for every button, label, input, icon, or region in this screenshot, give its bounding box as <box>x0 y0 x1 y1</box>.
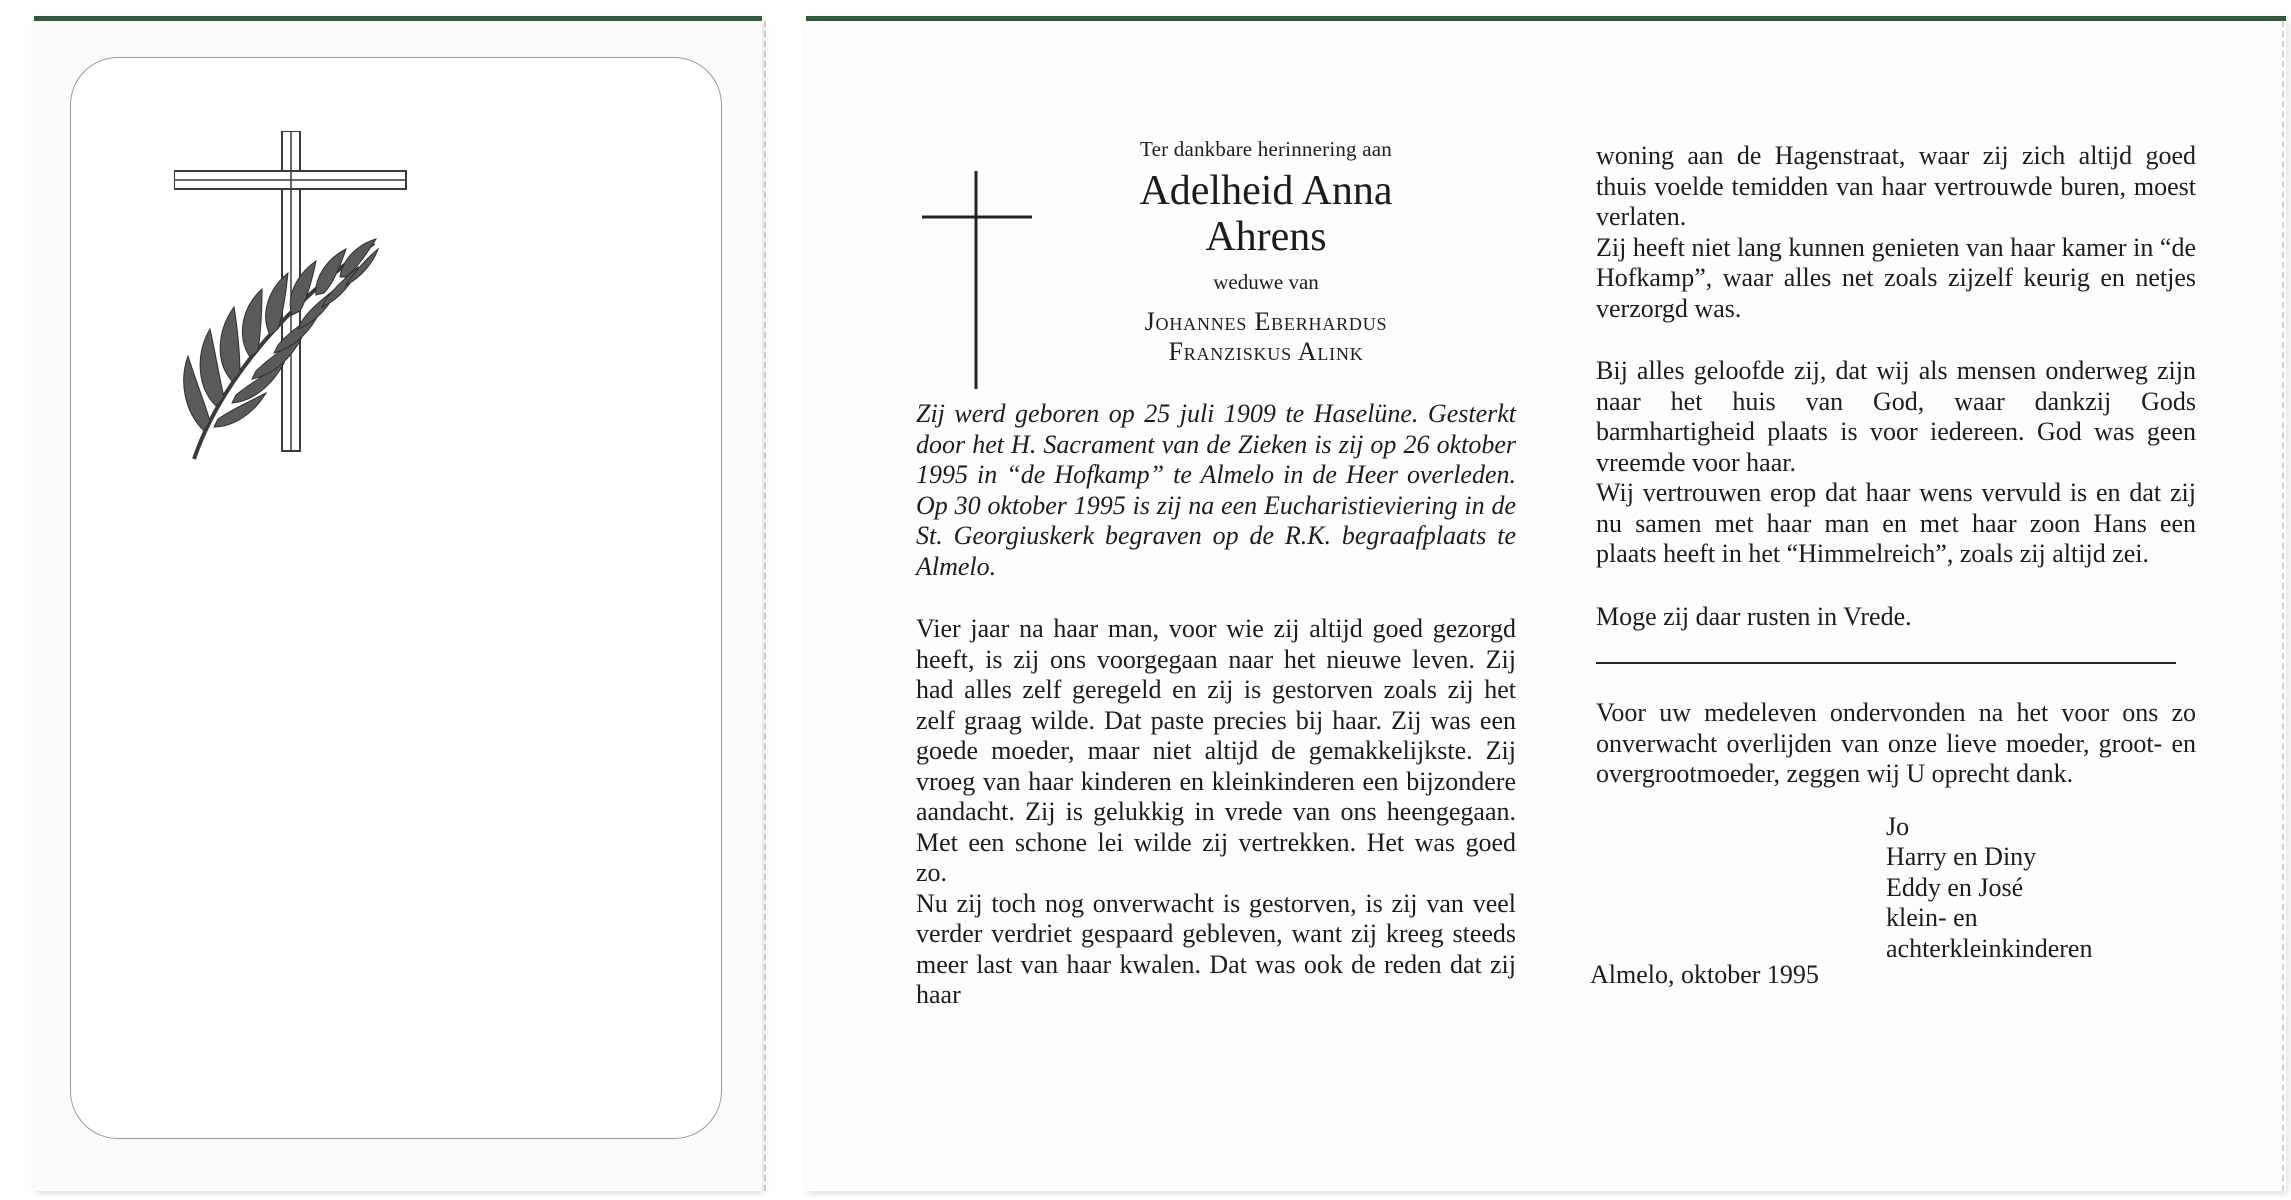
divider-line <box>1596 662 2176 664</box>
signatures <box>1886 812 2196 965</box>
signature-line: Jo <box>1886 811 1910 841</box>
biography-paragraph: Zij werd geboren op 25 juli 1909 te Haselüne. Gesterkt door het H. Sacrament van de Zieken is zij op 26 oktober 1995 in “de Hofkamp” te Almelo in de Heer overleden. Op 30 oktober 1995 is zij na een Eucharistieviering in de St. Georgiuskerk begraven op de R.K. begraafplaats te Almelo. <box>916 399 1516 581</box>
husband-name-line-2: Franziskus Alink <box>1168 337 1364 366</box>
body-paragraph-6: Wij vertrouwen erop dat haar wens vervuld is en dat zij nu samen met haar man en met haar zoon Hans een plaats heeft in het “Himmelreich”, zoals zij altijd zei. <box>1596 478 2196 568</box>
body-paragraph-5: Bij alles geloofde zij, dat wij als mensen onderweg zijn naar het huis van God, waar dankzij Gods barmhartigheid plaats is voor iedereen. God was geen vreemde voor haar. <box>1596 356 2196 477</box>
thanks-paragraph: Voor uw medeleven ondervonden na het voor ons zo onverwacht overlijden van onze lieve moeder, groot- en overgrootmoeder, zeggen wij U oprecht dank. <box>1596 698 2196 788</box>
deceased-name-first: Adelheid Anna <box>1139 168 1393 214</box>
intro-line: Ter dankbare herinnering aan <box>1140 137 1392 161</box>
header-text <box>1066 137 1516 367</box>
right-column <box>1590 141 2196 990</box>
cross-with-palm-branch-icon <box>174 131 414 521</box>
card-inside <box>806 16 2286 1191</box>
header <box>916 137 1516 399</box>
deceased-name-last: Ahrens <box>1205 214 1327 260</box>
body-paragraph-2: Nu zij toch nog onverwacht is gestorven, is zij van veel verder verdriet gespaard gebleven, want zij kreeg steeds meer last van haar kwalen. Dat was ook de reden dat zij haar <box>916 888 1516 1009</box>
body-paragraph-3: woning aan de Hagenstraat, waar zij zich altijd goed thuis voelde temidden van haar vertrouwde buren, moest verlaten. <box>1596 141 2196 231</box>
signature-line: klein- en <box>1886 903 1978 932</box>
widow-of-line: weduwe van <box>1213 270 1319 294</box>
thin-cross-icon <box>922 171 1032 389</box>
place-and-date: Almelo, oktober 1995 <box>1590 960 1819 989</box>
signature-line: Eddy en José <box>1886 872 2024 902</box>
body-paragraph-4: Zij heeft niet lang kunnen genieten van haar kamer in “de Hofkamp”, waar alles net zoals zijzelf keurig en netjes verzorgd was. <box>1596 232 2196 323</box>
body-paragraph-1: Vier jaar na haar man, voor wie zij altijd goed gezorgd heeft, is zij ons voorgegaan naar het nieuwe leven. Zij had alles zelf geregeld en zij is gestorven zoals zij het zelf graag wilde. Dat paste precies bij haar. Zij was een goede moeder, maar niet altijd de gemakkelijkste. Zij vroeg van haar kinderen en kleinkinderen een bijzondere aandacht. Zij is gelukkig in vrede van ons heengegaan. Met een schone lei wilde zij vertrekken. Het was goed zo. <box>916 614 1516 887</box>
closing-line: Moge zij daar rusten in Vrede. <box>1596 601 1912 631</box>
card-edge <box>764 21 766 1191</box>
left-column <box>916 137 1516 1011</box>
husband-name-line-1: Johannes Eberhardus <box>1144 307 1388 336</box>
card-edge <box>2282 21 2284 1191</box>
signature-line: Harry en Diny <box>1886 842 2037 871</box>
signature-line: achterkleinkinderen <box>1886 933 2093 963</box>
card-cover <box>34 16 762 1191</box>
